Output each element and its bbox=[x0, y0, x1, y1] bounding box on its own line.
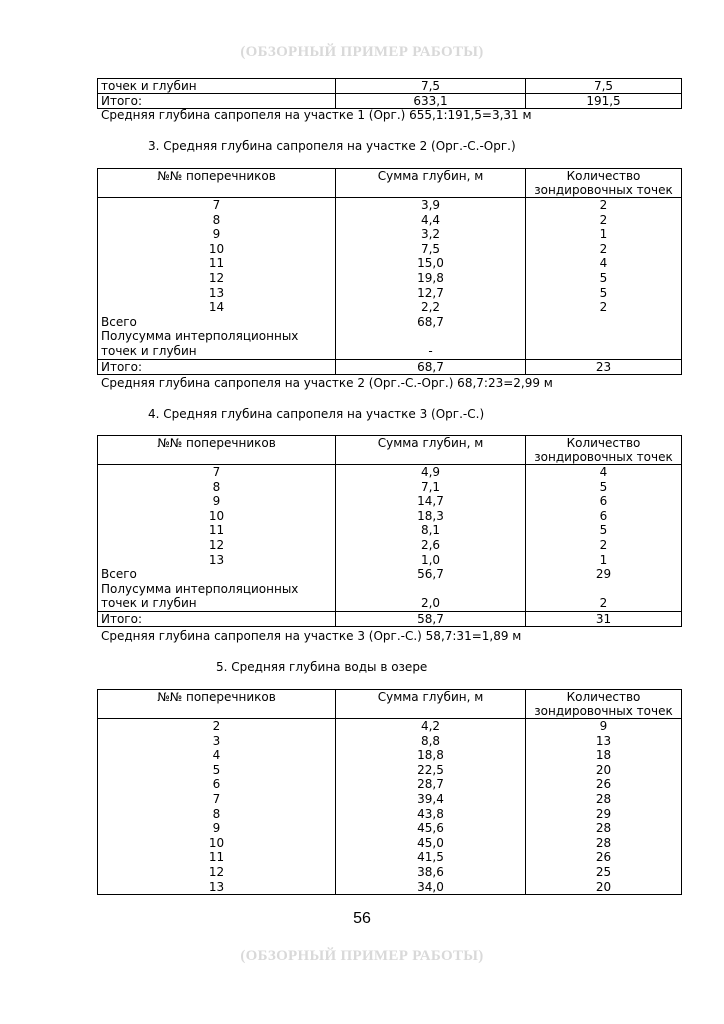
semi-sum-label: точек и глубин bbox=[101, 343, 197, 358]
watermark-bottom: (ОБЗОРНЫЙ ПРИМЕР РАБОТЫ) bbox=[240, 948, 484, 964]
depth-sum-column: 4,2 8,8 18,8 22,5 28,7 39,4 43,8 45,6 45,0 41,5 38,6 34,0 bbox=[336, 719, 526, 895]
section-note: Средняя глубина сапропеля на участке 3 (Орг.-С.) 58,7:31=1,89 м bbox=[101, 629, 522, 643]
points-count-column: 9 13 18 20 26 28 29 28 28 26 25 20 bbox=[526, 719, 682, 895]
section-title: 3. Средняя глубина сапропеля на участке 2 (Орг.-С.-Орг.) bbox=[148, 139, 516, 153]
itogo-label: Итого: bbox=[98, 359, 336, 374]
semi-sum-value: 2,0 bbox=[420, 596, 441, 611]
cross-section-list: 7 8 9 10 11 12 13 bbox=[208, 465, 225, 567]
top-table bbox=[97, 78, 681, 109]
page-number: 56 bbox=[353, 910, 371, 927]
header-points-count: Количество зондировочных точек bbox=[526, 690, 682, 719]
table-body bbox=[98, 719, 682, 895]
sum-cell: 633,1 bbox=[336, 94, 526, 109]
itogo-count: 31 bbox=[526, 611, 682, 626]
sum-cell: 7,5 bbox=[336, 79, 526, 94]
itogo-count: 23 bbox=[526, 359, 682, 374]
section-title: 5. Средняя глубина воды в озере bbox=[216, 660, 428, 674]
header-depth-sum: Сумма глубин, м bbox=[336, 169, 526, 198]
header-points-count: Количество зондировочных точек bbox=[526, 436, 682, 465]
section3-table bbox=[97, 168, 681, 375]
cross-section-column bbox=[98, 198, 336, 360]
section5-table bbox=[97, 689, 681, 895]
itogo-row bbox=[98, 359, 682, 374]
points-count-column: 4 5 6 6 5 2 1 29 2 bbox=[526, 465, 682, 612]
section-note: Средняя глубина сапропеля на участке 1 (Орг.) 655,1:191,5=3,31 м bbox=[101, 108, 532, 122]
section4-table bbox=[97, 435, 681, 627]
watermark-top: (ОБЗОРНЫЙ ПРИМЕР РАБОТЫ) bbox=[240, 44, 484, 60]
itogo-sum: 68,7 bbox=[336, 359, 526, 374]
row-label: точек и глубин bbox=[98, 79, 336, 94]
points-count-column: 2 2 1 2 4 5 5 2 bbox=[526, 198, 682, 360]
depth-sum-column: 3,9 4,4 3,2 7,5 15,0 19,8 12,7 2,2 68,7 - bbox=[336, 198, 526, 360]
cross-section-column bbox=[98, 465, 336, 612]
total-count: 29 bbox=[595, 567, 612, 582]
total-label: Всего bbox=[101, 567, 137, 582]
header-points-count: Количество зондировочных точек bbox=[526, 169, 682, 198]
header-cross-sections: №№ поперечников bbox=[98, 169, 336, 198]
cross-section-list: 7 8 9 10 11 12 13 14 bbox=[208, 198, 225, 315]
semi-sum-value: - bbox=[428, 343, 433, 358]
total-sum: 68,7 bbox=[417, 314, 444, 329]
itogo-sum: 58,7 bbox=[336, 611, 526, 626]
semi-sum-label: точек и глубин bbox=[101, 596, 197, 611]
header-cross-sections: №№ поперечников bbox=[98, 436, 336, 465]
cross-section-column: 2 3 4 5 6 7 8 9 10 11 12 13 bbox=[98, 719, 336, 895]
semi-sum-label: Полусумма интерполяционных bbox=[101, 329, 299, 344]
itogo-row bbox=[98, 611, 682, 626]
semi-count-value bbox=[529, 344, 678, 359]
header-depth-sum: Сумма глубин, м bbox=[336, 690, 526, 719]
depth-sum-column: 4,9 7,1 14,7 18,3 8,1 2,6 1,0 56,7 2,0 bbox=[336, 465, 526, 612]
itogo-label: Итого: bbox=[98, 611, 336, 626]
table-header bbox=[98, 169, 682, 198]
total-sum: 56,7 bbox=[417, 567, 444, 582]
total-count bbox=[529, 315, 678, 330]
header-depth-sum: Сумма глубин, м bbox=[336, 436, 526, 465]
count-cell: 7,5 bbox=[526, 79, 682, 94]
row-label: Итого: bbox=[98, 94, 336, 109]
section-title: 4. Средняя глубина сапропеля на участке 3 (Орг.-С.) bbox=[148, 407, 485, 421]
table-row bbox=[98, 94, 682, 109]
semi-count-value: 2 bbox=[599, 596, 608, 611]
table-body bbox=[98, 198, 682, 360]
semi-sum-label: Полусумма интерполяционных bbox=[101, 581, 299, 596]
table-body bbox=[98, 465, 682, 612]
table-row bbox=[98, 79, 682, 94]
section-note: Средняя глубина сапропеля на участке 2 (Орг.-С.-Орг.) 68,7:23=2,99 м bbox=[101, 376, 553, 390]
total-label: Всего bbox=[101, 314, 137, 329]
table-header bbox=[98, 436, 682, 465]
header-cross-sections: №№ поперечников bbox=[98, 690, 336, 719]
table-header bbox=[98, 690, 682, 719]
count-cell: 191,5 bbox=[526, 94, 682, 109]
